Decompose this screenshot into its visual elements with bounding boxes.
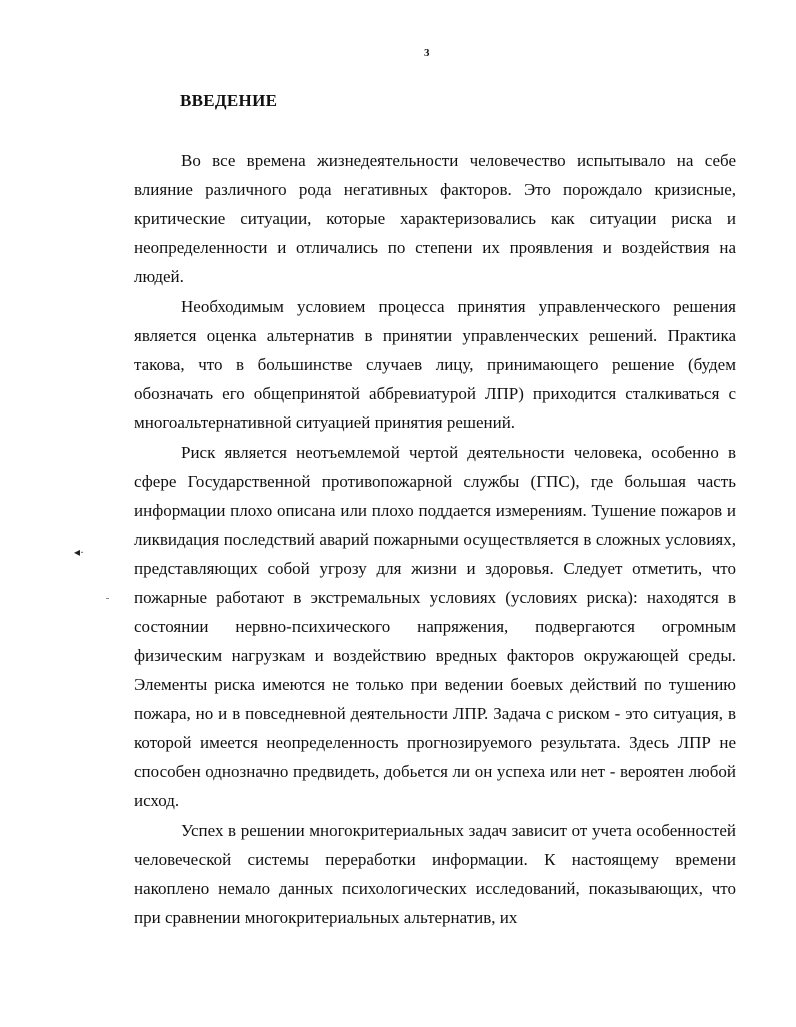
paragraph: Успех в решении многокритериальных задач зависит от учета особенностей человеческой системы переработки информации. К настоящему времени накоплено немало данных психологических исследований, показывающих, что при сравнении многокритериальных альтернатив, их [134, 821, 736, 927]
paragraph: Риск является неотъемлемой чертой деятельности человека, особенно в сфере Государственной противопожарной службы (ГПС), где большая часть информации плохо описана или плохо поддается измерениям. Тушение пожаров и ликвидация последствий аварий пожарными осуществляется в сложных условиях, представляющих собой угрозу для жизни и здоровья. Следует отметить, что пожарные работают в экстремальных условиях (условиях риска): находятся в состоянии нервно-психического напряжения, подвергаются огромным физическим нагрузкам и воздействию вредных факторов окружающей среды. Элементы риска имеются не только при ведении боевых действий по тушению пожара, но и в повседневной деятельности ЛПР. Задача с риском - это ситуация, в которой имеется неопределенность прогнозируемого результата. Здесь ЛПР не способен однозначно предвидеть, добьется ли он успеха или нет - вероятен любой исход. [134, 443, 736, 810]
paragraph: Необходимым условием процесса принятия управленческого решения является оценка альтернатив в принятии управленческих решений. Практика такова, что в большинстве случаев лицу, принимающего решение (будем обозначать его общепринятой аббревиатурой ЛПР) приходится сталкиваться с многоальтернативной ситуацией принятия решений. [134, 297, 736, 432]
page-number: 3 [424, 47, 430, 59]
paragraph: Во все времена жизнедеятельности человечество испытывало на себе влияние различного рода негативных факторов. Это порождало кризисные, критические ситуации, которые характеризовались как ситуации риска и неопределенности и отличались по степени их проявления и воздействия на людей. [134, 151, 736, 286]
margin-arrow-mark: ◂· [74, 545, 85, 559]
section-heading: ВВЕДЕНИЕ [180, 91, 278, 110]
margin-dot-mark [106, 598, 109, 599]
body-text [134, 146, 736, 933]
